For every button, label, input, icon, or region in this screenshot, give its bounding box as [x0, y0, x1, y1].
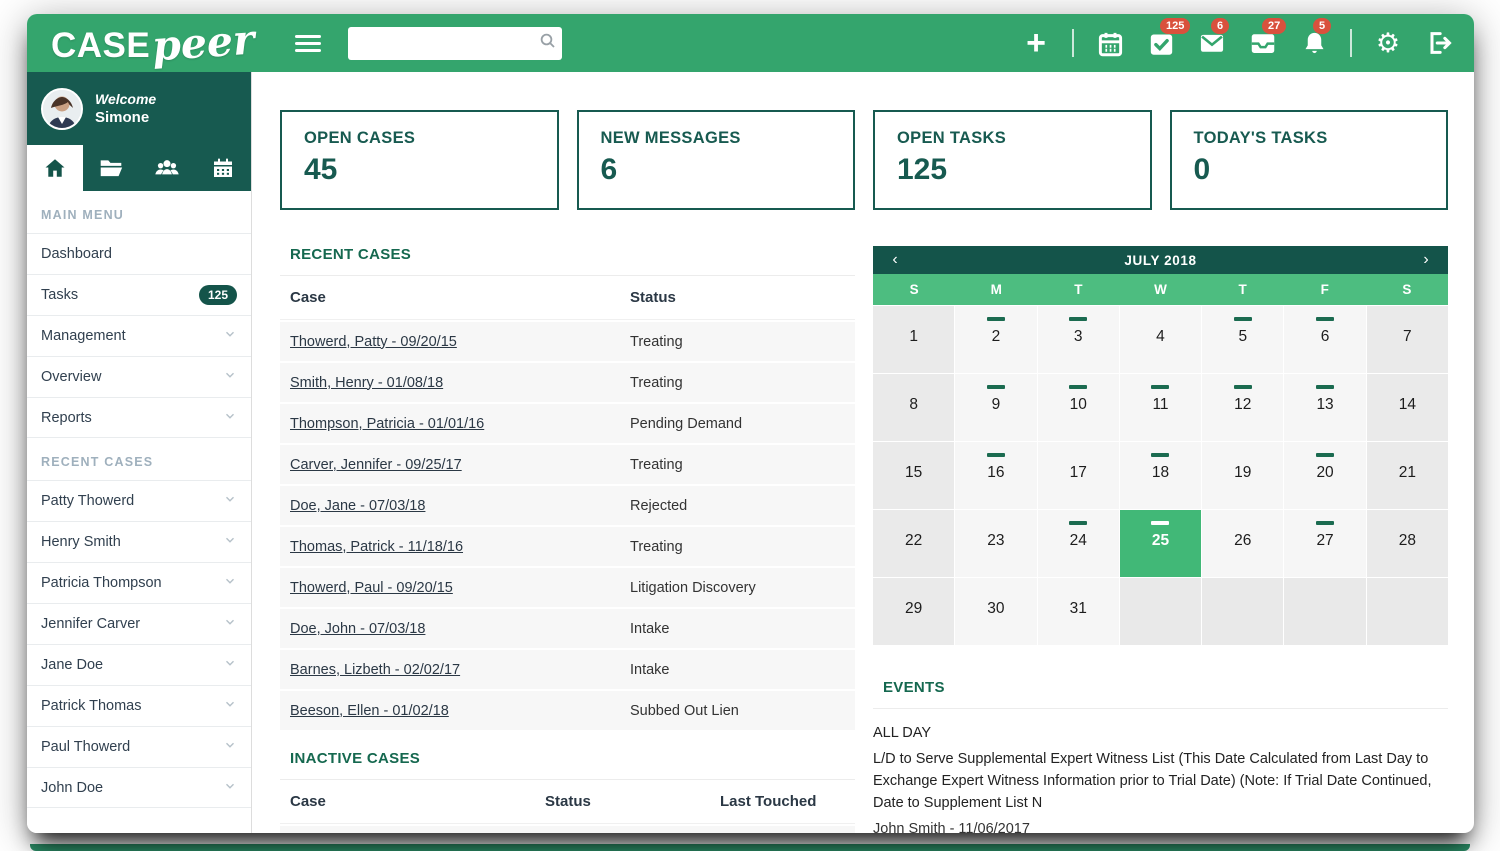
event-indicator-dash: [1234, 385, 1252, 389]
calendar-day-number: 18: [1151, 464, 1170, 481]
calendar-day-header: S: [1402, 282, 1412, 297]
user-name: Simone: [95, 109, 150, 126]
calendar-weeks: [873, 306, 1448, 645]
calendar-day-8[interactable]: [873, 374, 954, 441]
inactive-cases-section: [280, 750, 855, 833]
table-row: [280, 609, 855, 648]
calendar-day-number: 19: [1234, 464, 1252, 481]
case-link[interactable]: Doe, John - 07/03/18: [290, 620, 426, 637]
main-content: [252, 72, 1474, 833]
stat-value: 45: [304, 153, 338, 186]
calendar-titlebar: [873, 246, 1448, 274]
calendar-day-number: 8: [909, 396, 918, 413]
calendar-day-number: 25: [1151, 532, 1170, 549]
stat-card-open-tasks[interactable]: [873, 110, 1152, 210]
calendar-day-number: 7: [1403, 328, 1412, 345]
stat-card-today-s-tasks[interactable]: [1170, 110, 1449, 210]
calendar-empty-cell: [1202, 578, 1283, 645]
main-menu-items: [27, 233, 251, 438]
calendar-day-header: S: [909, 282, 919, 297]
event-indicator-dash: [987, 317, 1005, 321]
case-link[interactable]: Thowerd, Paul - 09/20/15: [290, 579, 453, 596]
sidebar-item-dashboard[interactable]: [27, 233, 251, 274]
calendar-column: [873, 246, 1448, 833]
hamburger-menu-icon[interactable]: [295, 31, 321, 56]
event-indicator-dash: [1316, 521, 1334, 525]
calendar-day-27[interactable]: [1284, 510, 1365, 577]
calendar-day-number: 11: [1152, 396, 1169, 413]
calendar-day-9[interactable]: [955, 374, 1036, 441]
event-description: L/D to Serve Supplemental Expert Witness List (This Date Calculated from Last Day to Exchange Expert Witness Information prior to Trial Date) (Note: If Trial Date Continued, Date to Supplement List N: [873, 751, 1432, 811]
calendar-empty-cell: [1120, 578, 1201, 645]
calendar-day-2[interactable]: [955, 306, 1036, 373]
calendar-empty-cell: [1367, 578, 1448, 645]
chevron-down-icon: [223, 697, 237, 715]
calendar-day-23[interactable]: [955, 510, 1036, 577]
stat-card-new-messages[interactable]: [577, 110, 856, 210]
calendar-day-12[interactable]: [1202, 374, 1283, 441]
event-indicator-dash: [1316, 317, 1334, 321]
messages-badge: 6: [1211, 18, 1229, 34]
calendar-button[interactable]: [1095, 26, 1125, 60]
calendar-day-29[interactable]: [873, 578, 954, 645]
calendar-day-number: 1: [909, 328, 918, 345]
welcome-panel: [27, 72, 251, 145]
case-status: Treating: [630, 374, 683, 391]
settings-button[interactable]: [1373, 26, 1403, 60]
calendar-day-number: 29: [905, 600, 923, 617]
event-case-link[interactable]: John Smith - 11/06/2017: [873, 821, 1030, 833]
calendar-day-header: T: [1074, 282, 1083, 297]
case-status: Rejected: [630, 497, 688, 514]
calendar-day-number: 12: [1234, 396, 1252, 413]
recent-case-name: Jane Doe: [41, 657, 104, 673]
calendar-day-5[interactable]: [1202, 306, 1283, 373]
plus-icon: +: [1026, 24, 1046, 62]
calendar-day-number: 22: [905, 532, 923, 549]
events-section: [873, 679, 1448, 833]
calendar-day-4[interactable]: [1120, 306, 1201, 373]
search-box: [348, 27, 562, 60]
calendar-day-header: F: [1320, 282, 1329, 297]
calendar-day-22[interactable]: [873, 510, 954, 577]
recent-cases-title: RECENT CASES: [280, 246, 855, 276]
inactive-cases-row-partial: [280, 826, 855, 833]
chevron-down-icon: [223, 574, 237, 592]
calendar-day-number: 9: [991, 396, 1001, 413]
recent-case-name: Patricia Thompson: [41, 575, 162, 591]
calendar-day-6[interactable]: [1284, 306, 1365, 373]
calendar-day-16[interactable]: [955, 442, 1036, 509]
chevron-down-icon: [223, 492, 237, 510]
calendar-day-11[interactable]: [1120, 374, 1201, 441]
notifications-badge: 5: [1313, 18, 1331, 34]
cases-column: [280, 246, 855, 833]
calendar-day-number: 27: [1316, 532, 1334, 549]
table-row: [280, 322, 855, 361]
app-body: [27, 72, 1474, 833]
header-divider: [1350, 29, 1352, 57]
calendar-widget: [873, 246, 1448, 645]
welcome-text: [95, 91, 156, 126]
tab-contacts[interactable]: [139, 145, 195, 191]
inactive-cases-title: INACTIVE CASES: [280, 750, 855, 780]
case-status: Treating: [630, 538, 683, 555]
case-status: Intake: [630, 620, 670, 637]
calendar-day-19[interactable]: [1202, 442, 1283, 509]
case-link[interactable]: Beeson, Ellen - 01/02/18: [290, 702, 449, 719]
recent-case-name: Jennifer Carver: [41, 616, 141, 632]
casepeer-logo[interactable]: [51, 15, 257, 71]
logout-icon: [1425, 29, 1453, 57]
inbox-button[interactable]: [1248, 20, 1281, 60]
event-indicator-dash: [987, 453, 1005, 457]
calendar-day-number: 4: [1156, 328, 1165, 345]
calendar-day-number: 16: [987, 464, 1005, 481]
calendar-day-number: 2: [991, 328, 1001, 345]
tab-home[interactable]: [27, 145, 83, 191]
event-indicator-dash: [1234, 317, 1252, 321]
recent-cases-header: [280, 276, 855, 320]
stat-card-open-cases[interactable]: [280, 110, 559, 210]
table-row: [280, 691, 855, 730]
background-green-strip: [30, 844, 1470, 851]
calendar-icon: [211, 156, 235, 180]
calendar-day-headers: [873, 274, 1448, 305]
chevron-down-icon: [223, 533, 237, 551]
chevron-down-icon: [223, 738, 237, 756]
calendar-day-20[interactable]: [1284, 442, 1365, 509]
top-header-bar: [27, 14, 1474, 72]
calendar-day-number: 28: [1398, 532, 1416, 549]
tasks-badge: 125: [1160, 18, 1190, 34]
tasks-count-badge: 125: [199, 285, 237, 305]
calendar-week-row: [873, 578, 1448, 645]
calendar-day-3[interactable]: [1038, 306, 1119, 373]
calendar-day-15[interactable]: [873, 442, 954, 509]
case-status: Litigation Discovery: [630, 579, 756, 596]
event-indicator-dash: [1069, 385, 1087, 389]
app-window: [27, 14, 1474, 833]
case-status: Pending Demand: [630, 415, 743, 432]
stat-label: OPEN CASES: [304, 129, 416, 147]
inactive-cases-header: [280, 780, 855, 824]
calendar-day-number: 31: [1069, 600, 1087, 617]
recent-case-name: Patrick Thomas: [41, 698, 142, 714]
notifications-button[interactable]: [1299, 20, 1329, 60]
calendar-day-1[interactable]: [873, 306, 954, 373]
sidebar-recent-case[interactable]: [27, 726, 251, 767]
events-allday-label: ALL DAY: [873, 725, 932, 741]
chevron-down-icon: [223, 656, 237, 674]
sidebar-item-label: Dashboard: [41, 246, 112, 262]
users-icon: [153, 154, 181, 182]
main-menu-label: MAIN MENU: [41, 208, 125, 222]
stat-label: NEW MESSAGES: [600, 129, 741, 147]
calendar-prev-button[interactable]: ‹: [892, 251, 898, 268]
calendar-day-number: 14: [1398, 396, 1416, 413]
home-icon: [43, 156, 67, 180]
search-input[interactable]: [358, 35, 539, 51]
calendar-day-number: 5: [1238, 328, 1248, 345]
sidebar-item-tasks[interactable]: [27, 274, 251, 315]
table-row: [280, 404, 855, 443]
case-status: Treating: [630, 333, 683, 350]
recent-case-name: John Doe: [41, 779, 104, 796]
settings-gear-icon: ⚙: [1375, 28, 1401, 58]
calendar-day-18[interactable]: [1120, 442, 1201, 509]
calendar-day-number: 24: [1069, 532, 1087, 549]
chevron-down-icon: [223, 368, 237, 386]
calendar-day-24[interactable]: [1038, 510, 1119, 577]
table-row: [280, 527, 855, 566]
calendar-day-header: T: [1238, 282, 1247, 297]
calendar-week-row: [873, 442, 1448, 509]
messages-button[interactable]: [1197, 20, 1227, 60]
sidebar-item-label: Reports: [41, 409, 92, 426]
sidebar-recent-case[interactable]: [27, 685, 251, 726]
calendar-day-number: 6: [1320, 328, 1330, 345]
event-indicator-dash: [1151, 521, 1169, 525]
sidebar-recent-case[interactable]: [27, 603, 251, 644]
sidebar-menu: [27, 191, 251, 833]
recent-case-name: Henry Smith: [41, 534, 121, 550]
sidebar-recent-case[interactable]: [27, 767, 251, 808]
recent-case-items: [27, 480, 251, 808]
recent-case-name: Paul Thowerd: [41, 739, 131, 755]
case-link[interactable]: Carver, Jennifer - 09/25/17: [290, 456, 462, 473]
stat-value: 6: [600, 153, 618, 186]
table-row: [280, 486, 855, 525]
calendar-day-number: 20: [1316, 464, 1334, 481]
case-link[interactable]: Doe, Jane - 07/03/18: [290, 497, 426, 514]
case-link[interactable]: Thomas, Patrick - 11/18/16: [290, 538, 464, 555]
calendar-day-header: M: [990, 282, 1002, 297]
event-indicator-dash: [1069, 317, 1087, 321]
col-case: Case: [290, 793, 326, 810]
calendar-empty-cell: [1284, 578, 1365, 645]
calendar-day-number: 30: [987, 600, 1005, 617]
case-status: Treating: [630, 456, 683, 473]
user-avatar: [41, 88, 83, 130]
calendar-day-30[interactable]: [955, 578, 1036, 645]
sidebar-item-overview[interactable]: [27, 356, 251, 397]
tab-cases[interactable]: [83, 145, 139, 191]
stat-label: TODAY'S TASKS: [1193, 129, 1328, 147]
event-indicator-dash: [1069, 521, 1087, 525]
table-row: [280, 445, 855, 484]
calendar-day-17[interactable]: [1038, 442, 1119, 509]
events-title: EVENTS: [873, 679, 1448, 709]
event-indicator-dash: [987, 385, 1005, 389]
calendar-week-row: [873, 306, 1448, 373]
calendar-day-10[interactable]: [1038, 374, 1119, 441]
chevron-down-icon: [223, 327, 237, 345]
calendar-day-number: 15: [905, 464, 923, 481]
calendar-day-number: 3: [1073, 328, 1083, 345]
sidebar-item-reports[interactable]: [27, 397, 251, 438]
event-indicator-dash: [1316, 385, 1334, 389]
stat-value: 0: [1193, 153, 1211, 186]
table-row: [280, 363, 855, 402]
inbox-badge: 27: [1262, 18, 1286, 34]
calendar-day-number: 17: [1069, 464, 1087, 481]
calendar-week-row: [873, 374, 1448, 441]
calendar-day-25[interactable]: [1120, 510, 1201, 577]
sidebar-item-label: Management: [41, 328, 126, 344]
calendar-next-button[interactable]: ›: [1423, 251, 1429, 268]
chevron-down-icon: [223, 409, 237, 427]
stats-row: [280, 110, 1448, 210]
recent-case-name: Patty Thowerd: [41, 493, 135, 509]
calendar-day-number: 23: [987, 532, 1005, 549]
tasks-button[interactable]: [1146, 20, 1185, 60]
event-indicator-dash: [1151, 453, 1169, 457]
sidebar-recent-case[interactable]: [27, 521, 251, 562]
event-indicator-dash: [1316, 453, 1334, 457]
calendar-day-number: 13: [1316, 396, 1334, 413]
table-row: [280, 568, 855, 607]
folder-icon: [98, 155, 124, 181]
welcome-label: Welcome: [95, 91, 157, 107]
chevron-down-icon: [223, 779, 237, 797]
stat-label: OPEN TASKS: [897, 129, 1007, 147]
event-indicator-dash: [1151, 385, 1169, 389]
tab-calendar[interactable]: [195, 145, 251, 191]
calendar-day-21[interactable]: [1367, 442, 1448, 509]
recent-cases-rows: [280, 322, 855, 730]
case-link[interactable]: Smith, Henry - 01/08/18: [290, 374, 444, 391]
stat-value: 125: [897, 153, 948, 186]
recent-cases-label: RECENT CASES: [41, 455, 154, 469]
logo-text-case: CASE: [51, 26, 151, 65]
chevron-down-icon: [223, 615, 237, 633]
col-status: Status: [630, 289, 676, 306]
table-row: [280, 650, 855, 689]
col-last-touched: Last Touched: [720, 793, 817, 810]
case-link[interactable]: Thowerd, Patty - 09/20/15: [290, 333, 457, 350]
calendar-day-number: 26: [1234, 532, 1252, 549]
search-icon[interactable]: [539, 32, 557, 55]
calendar-day-14[interactable]: [1367, 374, 1448, 441]
sidebar-recent-case[interactable]: [27, 644, 251, 685]
calendar-day-number: 21: [1398, 464, 1416, 481]
col-case: Case: [290, 289, 326, 306]
calendar-day-header: W: [1154, 282, 1167, 297]
calendar-day-28[interactable]: [1367, 510, 1448, 577]
sidebar-item-management[interactable]: [27, 315, 251, 356]
calendar-day-31[interactable]: [1038, 578, 1119, 645]
calendar-day-7[interactable]: [1367, 306, 1448, 373]
header-actions: [1021, 20, 1454, 62]
logout-button[interactable]: [1424, 26, 1454, 60]
case-link[interactable]: Thompson, Patricia - 01/01/16: [290, 415, 485, 432]
case-link[interactable]: Barnes, Lizbeth - 02/02/17: [290, 661, 461, 678]
col-status: Status: [545, 793, 591, 810]
header-divider: [1072, 29, 1074, 57]
calendar-week-row: [873, 510, 1448, 577]
add-new-button[interactable]: [1021, 26, 1051, 60]
sidebar-item-label: Tasks: [41, 287, 79, 303]
case-status: Subbed Out Lien: [630, 702, 739, 719]
sidebar-recent-case[interactable]: [27, 480, 251, 521]
logo-text-peer: peer: [150, 15, 257, 71]
sidebar-recent-case[interactable]: [27, 562, 251, 603]
sidebar-item-label: Overview: [41, 369, 102, 385]
calendar-icon: [1097, 30, 1124, 57]
calendar-day-13[interactable]: [1284, 374, 1365, 441]
calendar-month-title: JULY 2018: [1124, 252, 1197, 268]
sidebar-tabstrip: [27, 145, 251, 191]
sidebar: [27, 72, 252, 833]
calendar-day-26[interactable]: [1202, 510, 1283, 577]
calendar-day-number: 10: [1069, 396, 1087, 413]
case-status: Intake: [630, 661, 670, 678]
